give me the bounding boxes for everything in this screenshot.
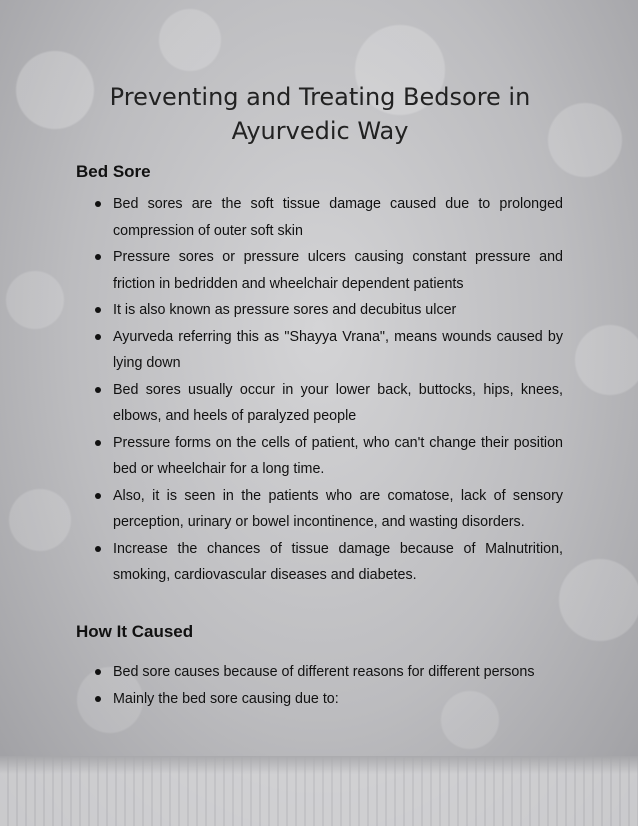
list-item: Bed sore causes because of different reasons for different persons [0, 659, 563, 686]
list-item: Pressure sores or pressure ulcers causing constant pressure and friction in bedridden and wheelchair dependent patients [0, 244, 563, 297]
list-item: Mainly the bed sore causing due to: [0, 686, 563, 713]
bullet-icon [95, 387, 101, 393]
bullet-icon [95, 254, 101, 260]
bullet-icon [95, 307, 101, 313]
section-heading-bed-sore: Bed Sore [76, 162, 151, 181]
bullet-icon [95, 493, 101, 499]
list-item: Increase the chances of tissue damage because of Malnutrition, smoking, cardiovascular diseases and diabetes. [0, 536, 563, 589]
background-floor [0, 756, 638, 826]
bullet-icon [95, 669, 101, 675]
bullet-list-how-it-caused [0, 659, 638, 712]
list-item: Bed sores are the soft tissue damage caused due to prolonged compression of outer soft skin [0, 191, 563, 244]
list-item: Bed sores usually occur in your lower back, buttocks, hips, knees, elbows, and heels of paralyzed people [0, 377, 563, 430]
page-title: Preventing and Treating Bedsore in Ayurvedic Way [109, 83, 531, 145]
bullet-icon [95, 546, 101, 552]
list-item: It is also known as pressure sores and decubitus ulcer [0, 297, 563, 324]
bullet-icon [95, 201, 101, 207]
bullet-icon [95, 440, 101, 446]
bullet-list-bed-sore [0, 191, 638, 589]
list-item: Pressure forms on the cells of patient, who can't change their position bed or wheelchair for a long time. [0, 430, 563, 483]
list-item: Also, it is seen in the patients who are comatose, lack of sensory perception, urinary or bowel incontinence, and wasting disorders. [0, 483, 563, 536]
section-heading-how-it-caused: How It Caused [76, 622, 194, 641]
list-item: Ayurveda referring this as "Shayya Vrana", means wounds caused by lying down [0, 324, 563, 377]
bullet-icon [95, 696, 101, 702]
bullet-icon [95, 334, 101, 340]
